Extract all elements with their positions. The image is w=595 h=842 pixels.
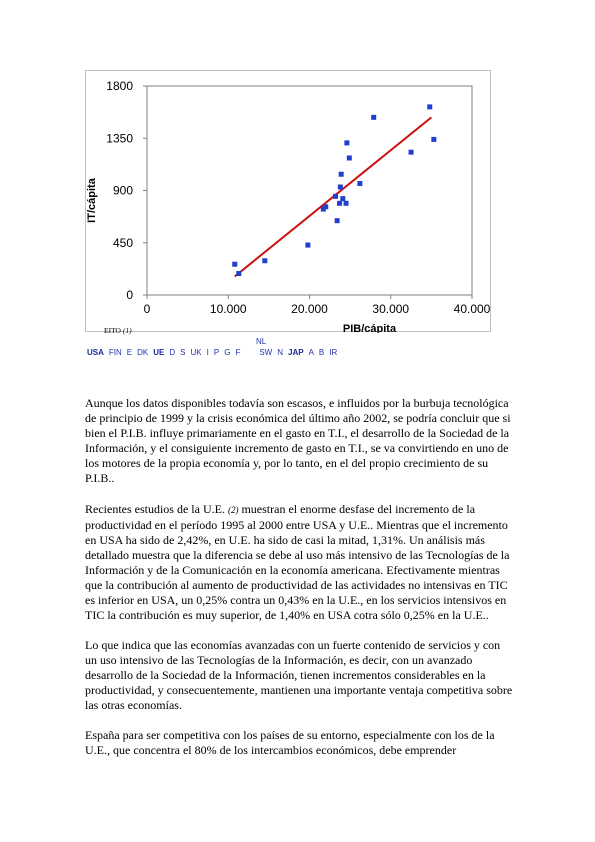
data-point — [339, 172, 344, 177]
country-label: JAP — [288, 348, 304, 357]
data-point — [340, 196, 345, 201]
x-axis-label: PIB/cápita — [342, 323, 397, 333]
y-tick-label: 0 — [126, 288, 133, 302]
data-point — [262, 258, 267, 263]
data-point — [431, 137, 436, 142]
x-tick-label: 10.000 — [209, 302, 247, 316]
country-label: DK — [137, 348, 149, 357]
paragraph-1-text: Aunque los datos disponibles todavía son escasos, e influidos por la burbuja tecnológica de principio de 1999 y la crisis económica del último año 2002, se podría concluir que si bien el P.I.B. influye primariamente en el gasto en T.I., el desarrollo de la Sociedad de la Información, y el consiguiente incremento de gasto en T.I., se va convirtiendo en uno de los motores de la propia economía y, por lo tanto, en el del propio crecimiento de su P.I.B.. — [85, 396, 511, 485]
source-label: EITO — [104, 326, 121, 335]
data-point — [344, 140, 349, 145]
country-label: IR — [329, 348, 338, 357]
data-point — [371, 115, 376, 120]
x-tick-label: 0 — [143, 302, 151, 316]
data-point — [347, 155, 352, 160]
data-point — [335, 218, 340, 223]
data-point — [232, 262, 237, 267]
paragraph-2-text — [85, 502, 515, 623]
scatter-chart — [86, 71, 492, 333]
chart-frame — [85, 70, 491, 332]
paragraph-1 — [85, 396, 515, 486]
paragraph-2 — [85, 502, 515, 623]
country-label: P — [213, 348, 220, 357]
country-label: SW — [259, 348, 273, 357]
data-point — [427, 104, 432, 109]
data-point — [337, 201, 342, 206]
country-label: S — [180, 348, 186, 357]
paragraph-4 — [85, 728, 515, 758]
country-label: USA — [87, 348, 104, 357]
data-point — [323, 204, 328, 209]
country-label: N — [277, 348, 283, 357]
y-tick-label: 900 — [112, 183, 133, 198]
data-point — [338, 185, 343, 190]
source-ref: (1) — [122, 326, 132, 335]
country-label: B — [318, 348, 325, 357]
y-axis-label: IT/cápita — [86, 178, 98, 223]
country-label: UE — [153, 348, 165, 357]
data-point — [357, 181, 362, 186]
plot-area — [147, 86, 472, 295]
paragraph-2-start: Recientes estudios de la U.E. — [85, 502, 225, 516]
footnote-ref-2: (2) — [227, 505, 239, 515]
paragraph-3 — [85, 638, 515, 713]
paragraph-4-text: España para ser competitiva con los países de su entorno, especialmente con los de la U.E., que concentra el 80% de los intercambios económicos, debe emprender — [85, 728, 495, 757]
country-label: D — [169, 348, 176, 357]
x-tick-label: 40.000 — [453, 302, 491, 316]
country-nl: NL — [256, 337, 267, 346]
paragraph-2-rest: muestran el enorme desfase del incremento de la productividad en el período 1995 al 2000 entre USA y U.E.. Mientras que el incremento en USA ha sido de 2,42%, en U.E. ha sido de casi la mitad, 1,31%. Un análisis más detallado muestra que la diferencia se debe al uso más intensivo de las Tecnologías de la Información y de la Comunicación en la economía americana. Efectivamente mientras que la contribución al aumento de productividad de las actividades no intensivas en TIC es inferior en USA, un 0,25% contra un 0,43% en la U.E., en los servicios intensivos en TIC la contribución es muy superior, de 1,40% en USA cotra sólo 0,25% en la U.E.. — [85, 502, 510, 622]
country-label: A — [308, 348, 314, 357]
y-tick-label: 450 — [112, 235, 133, 250]
country-label: I — [206, 348, 209, 357]
data-point — [305, 243, 310, 248]
data-point — [333, 194, 338, 199]
y-tick-label: 1800 — [106, 79, 133, 93]
data-point — [409, 150, 414, 155]
x-tick-label: 20.000 — [291, 302, 328, 316]
country-label: E — [126, 348, 133, 357]
data-point — [236, 271, 241, 276]
paragraph-3-text: Lo que indica que las economías avanzadas con un fuerte contenido de servicios y con un uso intensivo de las Tecnologías de la Información, es decir, con un avanzado desarrollo de la Sociedad de la Información, tienen incrementos considerables en la productividad, y consecuentemente, mantienen una importante ventaja competitiva sobre las otras economías. — [85, 638, 513, 712]
x-tick-label: 30.000 — [372, 302, 410, 316]
y-tick-label: 1350 — [106, 131, 133, 146]
data-point — [344, 201, 349, 206]
country-label: G — [224, 348, 231, 357]
country-label: UK — [190, 348, 202, 357]
country-list — [87, 348, 342, 357]
country-label: FIN — [108, 348, 122, 357]
source-note — [104, 326, 132, 335]
country-label: F — [235, 348, 241, 357]
